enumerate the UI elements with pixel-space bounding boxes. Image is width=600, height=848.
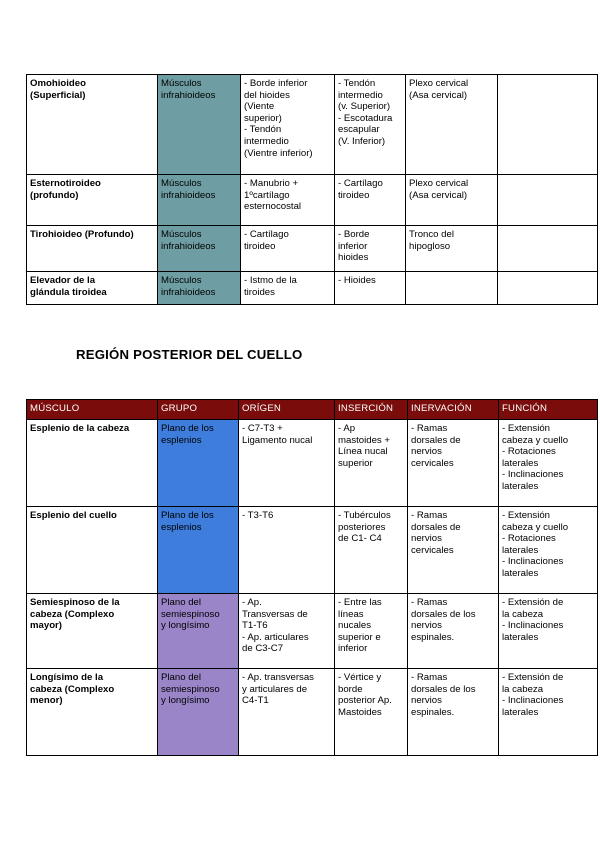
cell-line: nervios xyxy=(411,620,442,632)
cell-line: tiroides xyxy=(244,286,275,298)
cell-origen xyxy=(239,594,335,669)
cell-inervacion xyxy=(406,272,498,305)
cell-grupo xyxy=(158,175,241,226)
cell-origen xyxy=(239,507,335,594)
cell-line: Plano del xyxy=(161,672,202,683)
cell-line: cabeza y cuello xyxy=(502,434,569,446)
cell-line: nervios xyxy=(411,695,442,707)
cell-grupo xyxy=(158,594,239,669)
cell-line: - Tendón xyxy=(244,124,282,136)
cell-line: nervios xyxy=(411,533,442,545)
cell-line: Elevador de la xyxy=(30,275,96,286)
cell-line: (Asa cervical) xyxy=(409,189,468,201)
cell-insercion xyxy=(335,669,408,756)
cell-line: mayor) xyxy=(30,620,62,632)
cell-line: - Tubérculos xyxy=(338,510,391,521)
cell-line: laterales xyxy=(502,567,539,579)
cell-line: superior e xyxy=(338,631,381,643)
cell-line: intermedio xyxy=(338,89,383,101)
cell-line: - Cartílago xyxy=(244,229,289,240)
cell-inervacion xyxy=(408,507,499,594)
table-row xyxy=(27,669,598,756)
cell-line: - Cartílago xyxy=(338,178,383,189)
cell-line: - Extensión de xyxy=(502,672,564,683)
cell-musculo xyxy=(27,594,158,669)
cell-line: - Extensión xyxy=(502,510,550,521)
cell-line: laterales xyxy=(502,631,539,643)
cell-line: (Superficial) xyxy=(30,89,86,101)
cell-musculo xyxy=(27,669,158,756)
table-row xyxy=(27,272,598,305)
cell-line: semiespinoso xyxy=(161,683,220,695)
cell-line: esternocostal xyxy=(244,201,302,213)
cell-insercion xyxy=(335,507,408,594)
header-row xyxy=(27,400,598,420)
cell-line: laterales xyxy=(502,480,539,492)
header-grupo: GRUPO xyxy=(158,400,239,420)
cell-line: (v. Superior) xyxy=(338,101,391,113)
cell-line: - Ramas xyxy=(411,672,448,683)
cell-line: Transversas de xyxy=(242,608,308,620)
cell-inervacion xyxy=(408,669,499,756)
cell-insercion xyxy=(335,594,408,669)
cell-line: (Viente xyxy=(244,101,275,113)
cell-grupo xyxy=(158,420,239,507)
cell-funcion xyxy=(498,175,598,226)
cell-line: laterales xyxy=(502,706,539,718)
cell-funcion xyxy=(499,669,598,756)
cell-funcion xyxy=(498,226,598,272)
cell-line: cabeza y cuello xyxy=(502,521,569,533)
cell-line: C4-T1 xyxy=(242,695,269,707)
cell-line: posterior Ap. xyxy=(338,695,392,707)
cell-line: - Ramas xyxy=(411,510,448,521)
cell-line: Plano de los xyxy=(161,423,214,434)
cell-line: - Ramas xyxy=(411,423,448,434)
cell-insercion xyxy=(335,272,406,305)
cell-insercion xyxy=(335,226,406,272)
cell-musculo xyxy=(27,75,158,175)
cell-line: infrahioideos xyxy=(161,286,216,298)
table-row xyxy=(27,226,598,272)
cell-line: 1ºcartílago xyxy=(244,189,290,201)
cell-line: y articulares de xyxy=(242,683,308,695)
cell-line: nervios xyxy=(411,446,442,458)
cell-line: Semiespinoso de la xyxy=(30,597,120,608)
cell-insercion xyxy=(335,75,406,175)
cell-line: de C3-C7 xyxy=(242,643,284,655)
cell-line: espinales. xyxy=(411,631,455,643)
cell-inervacion xyxy=(406,75,498,175)
cell-line: Plano de los xyxy=(161,510,214,521)
cell-line: cervicales xyxy=(411,544,454,556)
cell-line: la cabeza xyxy=(502,683,544,695)
cell-line: intermedio xyxy=(244,135,289,147)
cell-musculo xyxy=(27,507,158,594)
cell-line: Línea nucal xyxy=(338,446,388,458)
cell-line: - Ramas xyxy=(411,597,448,608)
cell-line: - Borde xyxy=(338,229,370,240)
cell-funcion xyxy=(499,420,598,507)
cell-line: dorsales de xyxy=(411,521,461,533)
cell-line: tiroideo xyxy=(338,189,370,201)
cell-line: glándula tiroidea xyxy=(30,286,107,298)
cell-line: líneas xyxy=(338,608,364,620)
cell-line: Longísimo de la xyxy=(30,672,104,683)
cell-grupo xyxy=(158,226,241,272)
cell-line: - Inclinaciones xyxy=(502,556,564,568)
cell-line: cabeza (Complexo xyxy=(30,608,115,620)
cell-inervacion xyxy=(406,226,498,272)
cell-line: Esplenio de la cabeza xyxy=(30,423,130,434)
cell-line: menor) xyxy=(30,695,63,707)
cell-line: laterales xyxy=(502,544,539,556)
cell-line: superior xyxy=(338,457,373,469)
cell-line: - Borde inferior xyxy=(244,78,308,89)
cell-insercion xyxy=(335,420,408,507)
cell-line: - Hioides xyxy=(338,275,376,286)
cell-line: (Vientre inferior) xyxy=(244,147,313,159)
cell-line: Plano del xyxy=(161,597,202,608)
cell-origen xyxy=(239,420,335,507)
cell-line: posteriores xyxy=(338,521,386,533)
cell-line: cervicales xyxy=(411,457,454,469)
header-origen: ORÍGEN xyxy=(239,400,335,420)
table-row xyxy=(27,420,598,507)
cell-line: Plexo cervical xyxy=(409,78,469,89)
cell-line: Ligamento nucal xyxy=(242,434,313,446)
cell-line: Músculos xyxy=(161,229,202,240)
cell-line: - C7-T3 + xyxy=(242,423,283,434)
cell-line: Plexo cervical xyxy=(409,178,469,189)
cell-funcion xyxy=(498,272,598,305)
cell-line: infrahioideos xyxy=(161,89,216,101)
cell-line: hipogloso xyxy=(409,240,451,252)
table-row xyxy=(27,75,598,175)
cell-line: - Ap. xyxy=(242,597,262,608)
cell-line: Esplenio del cuello xyxy=(30,510,117,521)
cell-line: - Inclinaciones xyxy=(502,620,564,632)
table-row xyxy=(27,175,598,226)
cell-grupo xyxy=(158,272,241,305)
cell-grupo xyxy=(158,507,239,594)
cell-line: escapular xyxy=(338,124,380,136)
cell-line: - Istmo de la xyxy=(244,275,297,286)
header-insercion: INSERCIÓN xyxy=(335,400,408,420)
infrahyoid-muscles-table xyxy=(26,74,598,305)
cell-funcion xyxy=(498,75,598,175)
posterior-neck-table xyxy=(26,399,598,756)
cell-origen xyxy=(241,75,335,175)
cell-line: - Entre las xyxy=(338,597,382,608)
cell-line: borde xyxy=(338,683,363,695)
cell-line: dorsales de los xyxy=(411,608,476,620)
cell-line: Esternotiroideo xyxy=(30,178,101,189)
cell-line: la cabeza xyxy=(502,608,544,620)
cell-line: - Escotadura xyxy=(338,112,393,124)
cell-line: - Extensión xyxy=(502,423,550,434)
cell-line: Tronco del xyxy=(409,229,454,240)
table-row xyxy=(27,594,598,669)
cell-line: - T3-T6 xyxy=(242,510,274,521)
cell-line: inferior xyxy=(338,240,368,252)
cell-line: hioides xyxy=(338,252,369,264)
cell-line: - Ap. articulares xyxy=(242,631,309,643)
cell-line: - Ap. transversas xyxy=(242,672,314,683)
cell-line: nucales xyxy=(338,620,372,632)
cell-line: - Ap xyxy=(338,423,356,434)
cell-musculo xyxy=(27,420,158,507)
cell-line: (Asa cervical) xyxy=(409,89,468,101)
cell-line: - Vértice y xyxy=(338,672,382,683)
section-title: REGIÓN POSTERIOR DEL CUELLO xyxy=(76,347,303,362)
header-musculo: MÚSCULO xyxy=(27,400,158,420)
cell-grupo xyxy=(158,669,239,756)
cell-musculo xyxy=(27,226,158,272)
cell-line: - Rotaciones xyxy=(502,446,556,458)
cell-line: - Extensión de xyxy=(502,597,564,608)
cell-line: - Inclinaciones xyxy=(502,695,564,707)
cell-musculo xyxy=(27,175,158,226)
cell-line: Tirohioideo (Profundo) xyxy=(30,229,134,240)
cell-origen xyxy=(239,669,335,756)
cell-line: laterales xyxy=(502,457,539,469)
cell-musculo xyxy=(27,272,158,305)
cell-line: de C1- C4 xyxy=(338,533,382,545)
cell-inervacion xyxy=(408,420,499,507)
cell-line: - Rotaciones xyxy=(502,533,556,545)
table-row xyxy=(27,507,598,594)
cell-line: del hioides xyxy=(244,89,290,101)
cell-funcion xyxy=(499,507,598,594)
cell-line: esplenios xyxy=(161,521,202,533)
cell-line: y longísimo xyxy=(161,695,210,707)
cell-origen xyxy=(241,175,335,226)
cell-line: Músculos xyxy=(161,178,202,189)
cell-line: mastoides + xyxy=(338,434,390,446)
cell-line: (V. Inferior) xyxy=(338,135,386,147)
cell-line: infrahioideos xyxy=(161,189,216,201)
header-funcion: FUNCIÓN xyxy=(499,400,598,420)
cell-grupo xyxy=(158,75,241,175)
cell-line: superior) xyxy=(244,112,282,124)
cell-line: - Manubrio + xyxy=(244,178,299,189)
cell-inervacion xyxy=(406,175,498,226)
cell-line: tiroideo xyxy=(244,240,276,252)
cell-line: espinales. xyxy=(411,706,455,718)
cell-insercion xyxy=(335,175,406,226)
cell-line: esplenios xyxy=(161,434,202,446)
cell-line: cabeza (Complexo xyxy=(30,683,115,695)
cell-line: y longísimo xyxy=(161,620,210,632)
cell-line: semiespinoso xyxy=(161,608,220,620)
cell-line: infrahioideos xyxy=(161,240,216,252)
cell-line: Músculos xyxy=(161,78,202,89)
cell-line: dorsales de los xyxy=(411,683,476,695)
cell-origen xyxy=(241,272,335,305)
cell-line: Músculos xyxy=(161,275,202,286)
header-inervacion: INERVACIÓN xyxy=(408,400,499,420)
cell-line: - Tendón xyxy=(338,78,376,89)
cell-line: - Inclinaciones xyxy=(502,469,564,481)
cell-line: (profundo) xyxy=(30,189,79,201)
cell-line: Omohioideo xyxy=(30,78,86,89)
cell-line: dorsales de xyxy=(411,434,461,446)
cell-inervacion xyxy=(408,594,499,669)
cell-funcion xyxy=(499,594,598,669)
cell-line: T1-T6 xyxy=(242,620,268,632)
cell-line: inferior xyxy=(338,643,368,655)
cell-line: Mastoides xyxy=(338,706,382,718)
cell-origen xyxy=(241,226,335,272)
